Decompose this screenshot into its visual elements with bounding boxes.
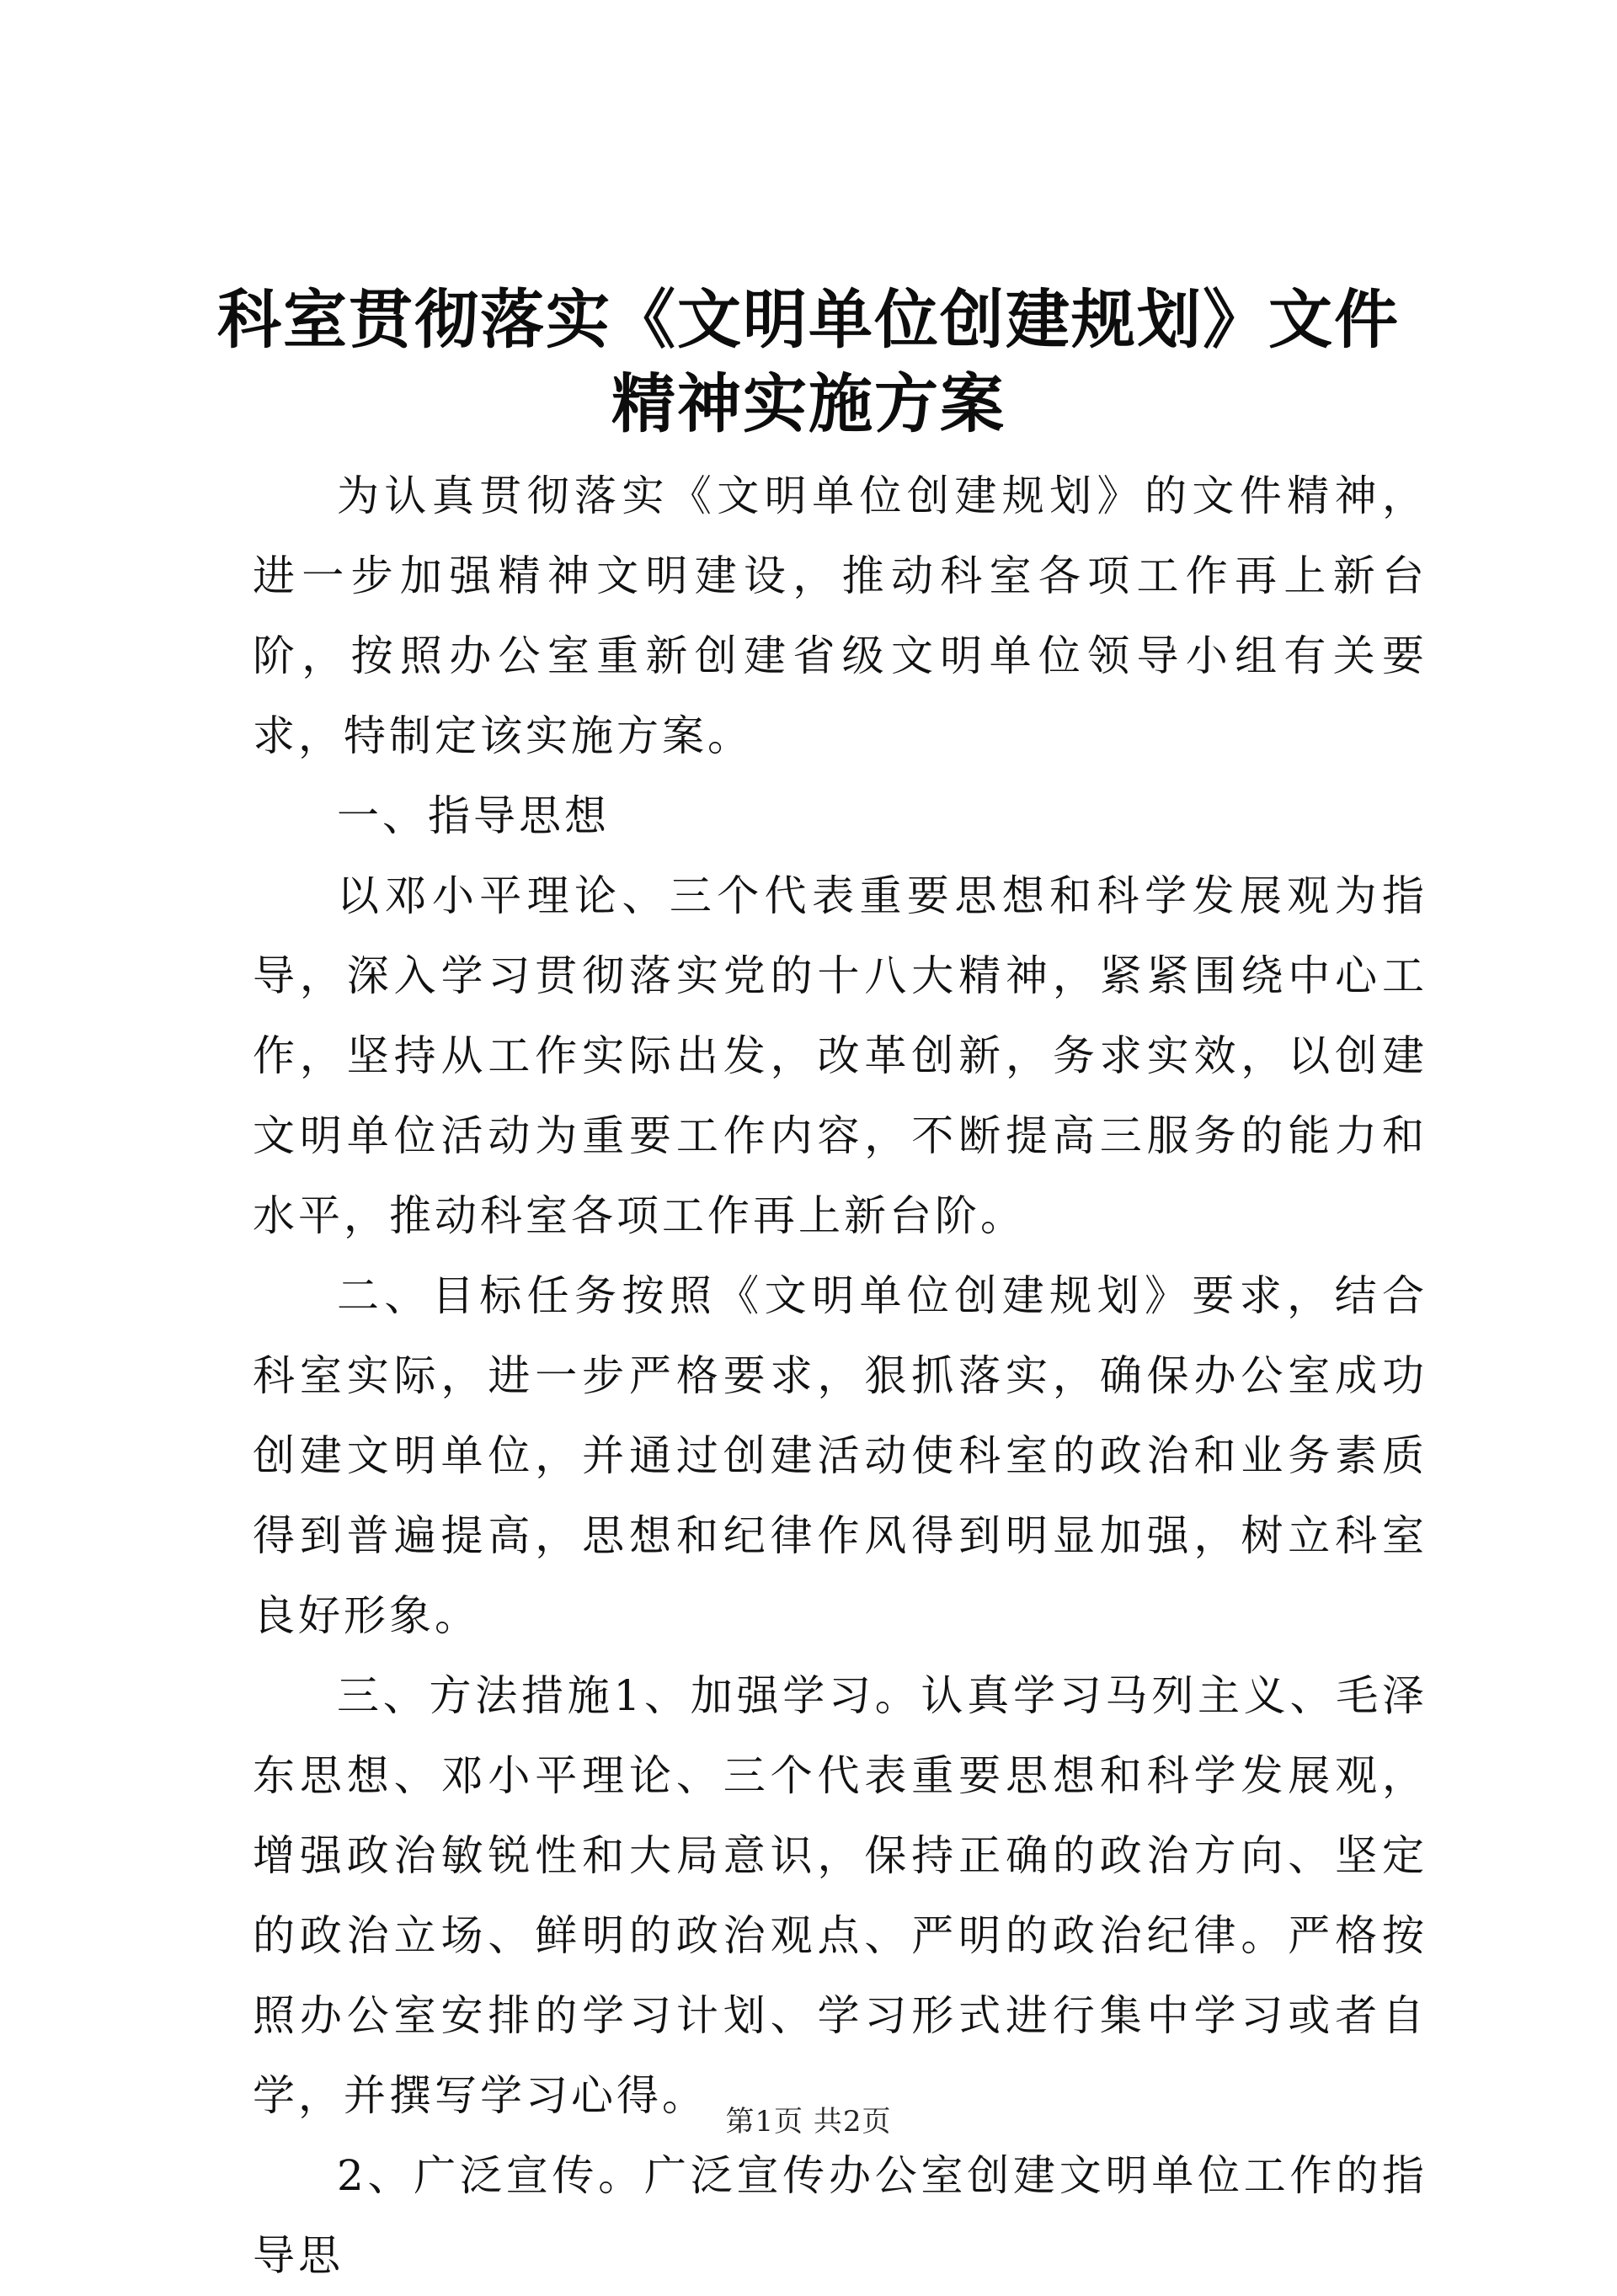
heading-guiding-ideology: 一、指导思想 bbox=[337, 791, 610, 840]
paragraph-goals-tasks: 二、目标任务按照《文明单位创建规划》要求，结合科室实际，进一步严格要求，狠抓落实，确保办公室成功创建文明单位，并通过创建活动使科室的政治和业务素质得到普遍提高，思想和纪律作风得到明显加强，树立科室良好形象。 bbox=[253, 1271, 1428, 1640]
paragraph-intro: 为认真贯彻落实《文明单位创建规划》的文件精神，进一步加强精神文明建设，推动科室各项工作再上新台阶，按照办公室重新创建省级文明单位领导小组有关要求，特制定该实施方案。 bbox=[253, 471, 1428, 760]
paragraph-publicity: 2、广泛宣传。广泛宣传办公室创建文明单位工作的指导思 bbox=[253, 2151, 1428, 2280]
paragraph-guiding-ideology: 以邓小平理论、三个代表重要思想和科学发展观为指导，深入学习贯彻落实党的十八大精神，紧紧围绕中心工作，坚持从工作实际出发，改革创新，务求实效，以创建文明单位活动为重要工作内容，不断提高三服务的能力和水平，推动科室各项工作再上新台阶。 bbox=[253, 871, 1428, 1240]
paragraph-methods-measures: 三、方法措施1、加强学习。认真学习马列主义、毛泽东思想、邓小平理论、三个代表重要思想和科学发展观，增强政治敏锐性和大局意识，保持正确的政治方向、坚定的政治立场、鲜明的政治观点、严明的政治纪律。严格按照办公室安排的学习计划、学习形式进行集中学习或者自学，并撰写学习心得。 bbox=[253, 1671, 1428, 2120]
document-body bbox=[253, 456, 1428, 2296]
page-number-footer: 第1页 共2页 bbox=[725, 2105, 892, 2139]
document-title: 科室贯彻落实《文明单位创建规划》文件精神实施方案 bbox=[217, 282, 1400, 441]
